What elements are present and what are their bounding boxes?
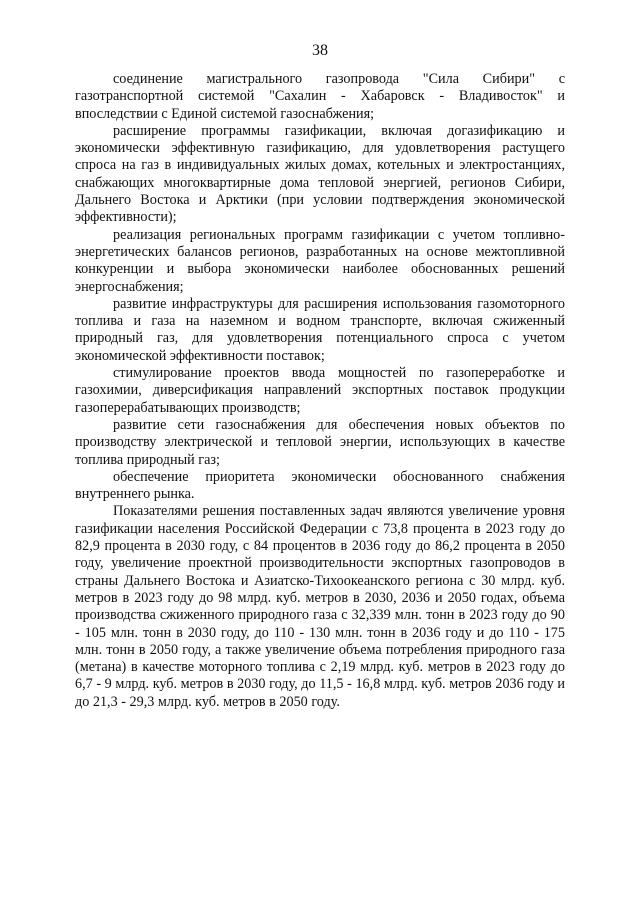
paragraph-indicators: Показателями решения поставленных задач являются увеличение уровня газификации населения Российской Федерации с 73,8 процента в 2023 году до 82,9 процента в 2030 году, с 84 процентов в 2036 году до 86,2 процента в 2050 году, увеличение проектной производительности экспортных газопроводов в страны Дальнего Востока и Азиатско-Тихоокеанского региона с 30 млрд. куб. метров в 2023 году до 98 млрд. куб. метров в 2030, 2036 и 2050 годах, объема производства сжиженного природного газа с 32,339 млн. тонн в 2023 году до 90 - 105 млн. тонн в 2030 году, до 110 - 130 млн. тонн в 2036 году и до 110 - 175 млн. тонн в 2050 году, а также увеличение объема потребления природного газа (метана) в качестве моторного топлива с 2,19 млрд. куб. метров в 2023 году до 6,7 - 9 млрд. куб. метров в 2030 году, до 11,5 - 16,8 млрд. куб. метров 2036 году и до 21,3 - 29,3 млрд. куб. метров в 2050 году.: [75, 503, 565, 710]
page-number: 38: [312, 42, 328, 59]
paragraph-motor-fuel-infrastructure: развитие инфраструктуры для расширения использования газомоторного топлива и газа на наземном и водном транспорте, включая сжиженный природный газ, для удовлетворения потенциального спроса с учетом экономической эффективности поставок;: [75, 295, 565, 364]
document-body: [75, 71, 565, 711]
paragraph-gas-processing: стимулирование проектов ввода мощностей по газопереработке и газохимии, диверсификация направлений экспортных поставок продукции газоперерабатывающих производств;: [75, 365, 565, 416]
paragraph-sila-sibiri: соединение магистрального газопровода "Сила Сибири" с газотранспортной системой "Сахалин - Хабаровск - Владивосток" и впоследствии с Единой системой газоснабжения;: [75, 71, 565, 122]
paragraph-regional-programs: реализация региональных программ газификации с учетом топливно-энергетических балансов регионов, разработанных на основе межтопливной конкуренции и выбора экономически наиболее обоснованных решений энергоснабжения;: [75, 226, 565, 295]
paragraph-gasification-program: расширение программы газификации, включая догазификацию и экономически эффективную газификацию, для удовлетворения растущего спроса на газ в индивидуальных жилых домах, котельных и электростанциях, снабжающих многоквартирные дома тепловой энергией, регионов Сибири, Дальнего Востока и Арктики (при условии подтверждения экономической эффективности);: [75, 122, 565, 226]
paragraph-gas-supply-network: развитие сети газоснабжения для обеспечения новых объектов по производству электрической и тепловой энергии, использующих в качестве топлива природный газ;: [75, 416, 565, 468]
paragraph-domestic-market: обеспечение приоритета экономически обоснованного снабжения внутреннего рынка.: [75, 468, 565, 503]
